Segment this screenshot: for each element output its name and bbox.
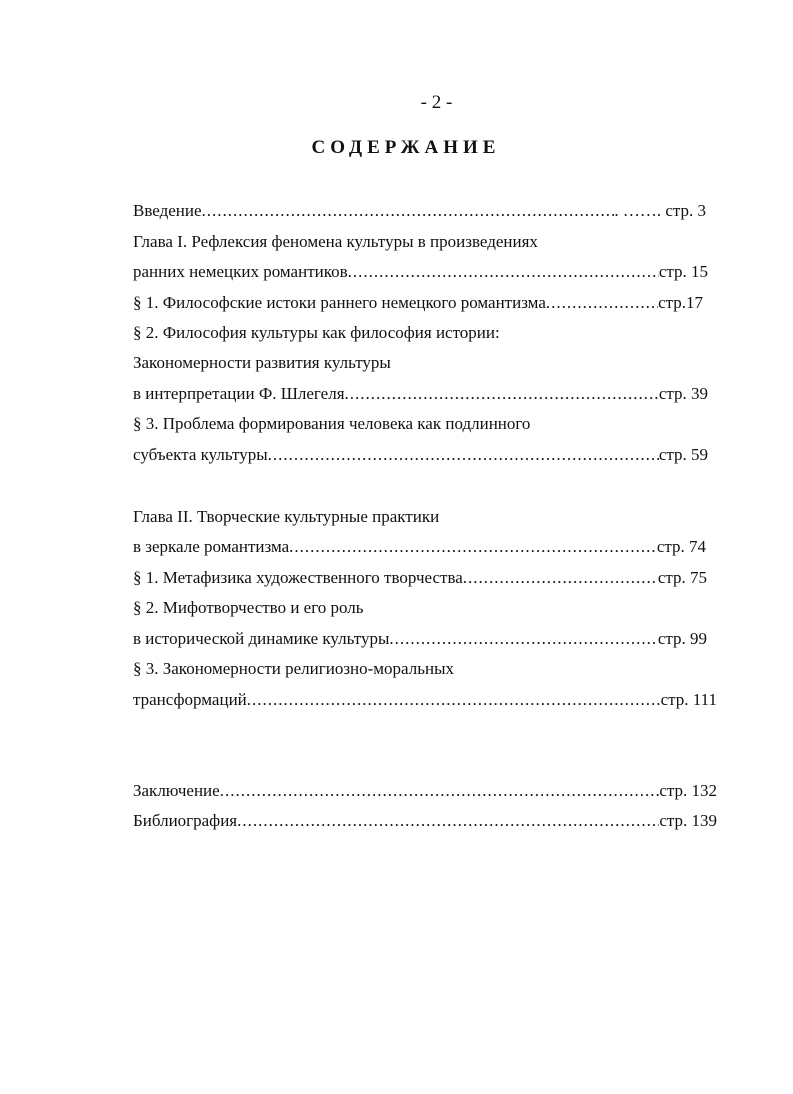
dot-leader [546,292,658,314]
toc-entry-ch1-sec1 [133,292,703,314]
toc-entry-ch1-sec2 [133,383,708,405]
toc-entry-text: Библиография [133,811,238,830]
toc-entry-text: Заключение [133,781,220,800]
toc-heading-ch1-sec3: § 3. Проблема формирования человека как подлинного [133,414,531,433]
dot-leader [348,261,659,283]
dot-leader [247,689,661,711]
toc-entry-ch2-sec3 [133,689,717,711]
toc-entry-text: в исторической динамике культуры [133,629,390,648]
toc-entry-page: стр. 59 [658,445,708,464]
dot-leader [389,628,657,650]
dot-leader [289,536,657,558]
toc-entry-conclusion [133,780,717,802]
toc-entry-ch1-sec3 [133,444,708,466]
toc-entry-page: стр. 99 [657,629,707,648]
toc-entry-page: стр. 75 [657,568,707,587]
toc-entry-page: стр.17 [658,293,703,312]
toc-heading-ch1-sec2: § 2. Философия культуры как философия истории: [133,323,500,342]
dot-leader [268,444,659,466]
toc-entry-text: в интерпретации Ф. Шлегеля [133,384,345,403]
dot-leader [202,200,615,222]
toc-entry-text: субъекта культуры [133,445,268,464]
toc-entry-text: ранних немецких романтиков [133,262,348,281]
dot-leader [237,810,659,832]
toc-heading-ch2-sec3: § 3. Закономерности религиозно-моральных [133,659,455,678]
toc-entry-bibliography [133,810,717,832]
toc-entry-page: стр. 132 [659,781,717,800]
page-number: - 2 - [420,92,453,113]
toc-entry-text: трансформаций [133,690,247,709]
toc-entry-ch2-sec1 [133,567,707,589]
toc-entry-chapter-2 [133,536,706,558]
toc-entry-text: § 1. Философские истоки раннего немецкого романтизма [133,293,546,312]
toc-entry-chapter-1 [133,261,708,283]
toc-entry-page: стр. 15 [658,262,708,281]
toc-entry-page: стр. 39 [658,384,708,403]
toc-heading-chapter-1: Глава I. Рефлексия феномена культуры в произведениях [133,232,538,251]
toc-heading-ch1-sec2-cont: Закономерности развития культуры [133,353,391,372]
dot-leader [220,780,660,802]
toc-entry-page: стр. 139 [659,811,717,830]
toc-entry-page: стр. 74 [656,537,706,556]
toc-entry-page: стр. 111 [660,690,717,709]
toc-entry-ch2-sec2 [133,628,707,650]
dot-leader [345,383,659,405]
toc-heading-chapter-2: Глава II. Творческие культурные практики [133,507,440,526]
page-title: СОДЕРЖАНИЕ [311,137,501,158]
toc-entry-text: Введение [133,201,202,220]
toc-entry-text: § 1. Метафизика художественного творчества [133,568,463,587]
toc-heading-ch2-sec2: § 2. Мифотворчество и его роль [133,598,364,617]
toc-entry-page: . ……. стр. 3 [614,201,706,220]
toc-entry-intro [133,200,706,222]
toc-entry-text: в зеркале романтизма [133,537,290,556]
dot-leader [463,567,658,589]
